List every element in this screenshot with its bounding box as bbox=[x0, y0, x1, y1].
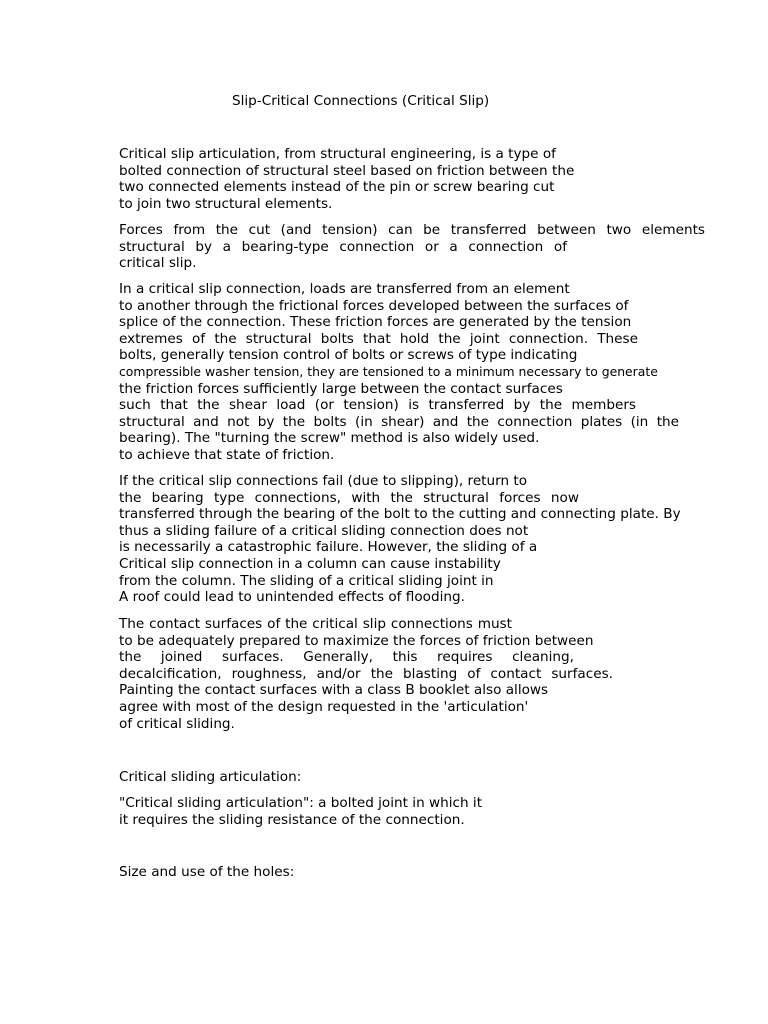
paragraph-1 bbox=[119, 146, 574, 212]
text-line: Critical slip connection in a column can cause instability bbox=[119, 555, 501, 572]
definition-paragraph bbox=[119, 795, 482, 828]
text-line: from the column. The sliding of a critical sliding joint in bbox=[119, 572, 494, 589]
section-heading-holes bbox=[119, 864, 294, 881]
text-line: In a critical slip connection, loads are transferred from an element bbox=[119, 281, 570, 297]
paragraph-4 bbox=[119, 473, 681, 606]
paragraph-5 bbox=[119, 616, 613, 732]
text-line: bolted connection of structural steel based on friction between the bbox=[119, 162, 575, 179]
text-line: Critical sliding articulation: bbox=[119, 769, 302, 785]
text-line: structural by a bearing-type connection or a connection of bbox=[119, 238, 567, 255]
text-line: the joined surfaces. Generally, this requires cleaning, bbox=[119, 649, 574, 666]
text-line: it requires the sliding resistance of the connection. bbox=[119, 811, 465, 828]
text-line: Critical slip articulation, from structural engineering, is a type of bbox=[119, 146, 556, 162]
text-line: the bearing type connections, with the structural forces now bbox=[119, 489, 579, 506]
text-line: extremes of the structural bolts that hold the joint connection. These bbox=[119, 330, 638, 347]
paragraph-3 bbox=[119, 281, 679, 464]
text-line: transferred through the bearing of the bolt to the cutting and connecting plate. By bbox=[119, 506, 681, 523]
text-line: critical slip. bbox=[119, 255, 197, 272]
text-line: the friction forces sufficiently large between the contact surfaces bbox=[119, 380, 563, 397]
text-line: Forces from the cut (and tension) can be transferred between two elements bbox=[119, 222, 705, 238]
text-line: such that the shear load (or tension) is transferred by the members bbox=[119, 397, 636, 414]
text-line: decalcification, roughness, and/or the blasting of contact surfaces. bbox=[119, 665, 613, 682]
text-line: to achieve that state of friction. bbox=[119, 446, 335, 463]
document-title: Slip-Critical Connections (Critical Slip) bbox=[232, 93, 490, 109]
text-line: bolts, generally tension control of bolts or screws of type indicating bbox=[119, 347, 578, 364]
text-line: compressible washer tension, they are tensioned to a minimum necessary to generate bbox=[119, 363, 658, 379]
text-line: to be adequately prepared to maximize the forces of friction between bbox=[119, 632, 594, 649]
text-line: Size and use of the holes: bbox=[119, 864, 295, 880]
text-line: agree with most of the design requested in the 'articulation' bbox=[119, 698, 529, 715]
text-line: structural and not by the bolts (in shear) and the connection plates (in the bbox=[119, 413, 679, 430]
section-heading-critical-sliding bbox=[119, 769, 301, 786]
text-line: bearing). The "turning the screw" method is also widely used. bbox=[119, 430, 540, 447]
text-line: thus a sliding failure of a critical sliding connection does not bbox=[119, 522, 529, 539]
text-line: If the critical slip connections fail (due to slipping), return to bbox=[119, 473, 528, 489]
text-line: The contact surfaces of the critical slip connections must bbox=[119, 616, 512, 632]
text-line: "Critical sliding articulation": a bolted joint in which it bbox=[119, 795, 483, 811]
text-line: to join two structural elements. bbox=[119, 195, 333, 212]
text-line: splice of the connection. These friction forces are generated by the tension bbox=[119, 314, 632, 331]
text-line: of critical sliding. bbox=[119, 715, 235, 732]
text-line: to another through the frictional forces developed between the surfaces of bbox=[119, 297, 629, 314]
text-line: A roof could lead to unintended effects of flooding. bbox=[119, 589, 465, 606]
paragraph-2 bbox=[119, 222, 705, 272]
text-line: two connected elements instead of the pin or screw bearing cut bbox=[119, 179, 555, 196]
text-line: Painting the contact surfaces with a class B booklet also allows bbox=[119, 682, 549, 699]
text-line: is necessarily a catastrophic failure. However, the sliding of a bbox=[119, 539, 538, 556]
